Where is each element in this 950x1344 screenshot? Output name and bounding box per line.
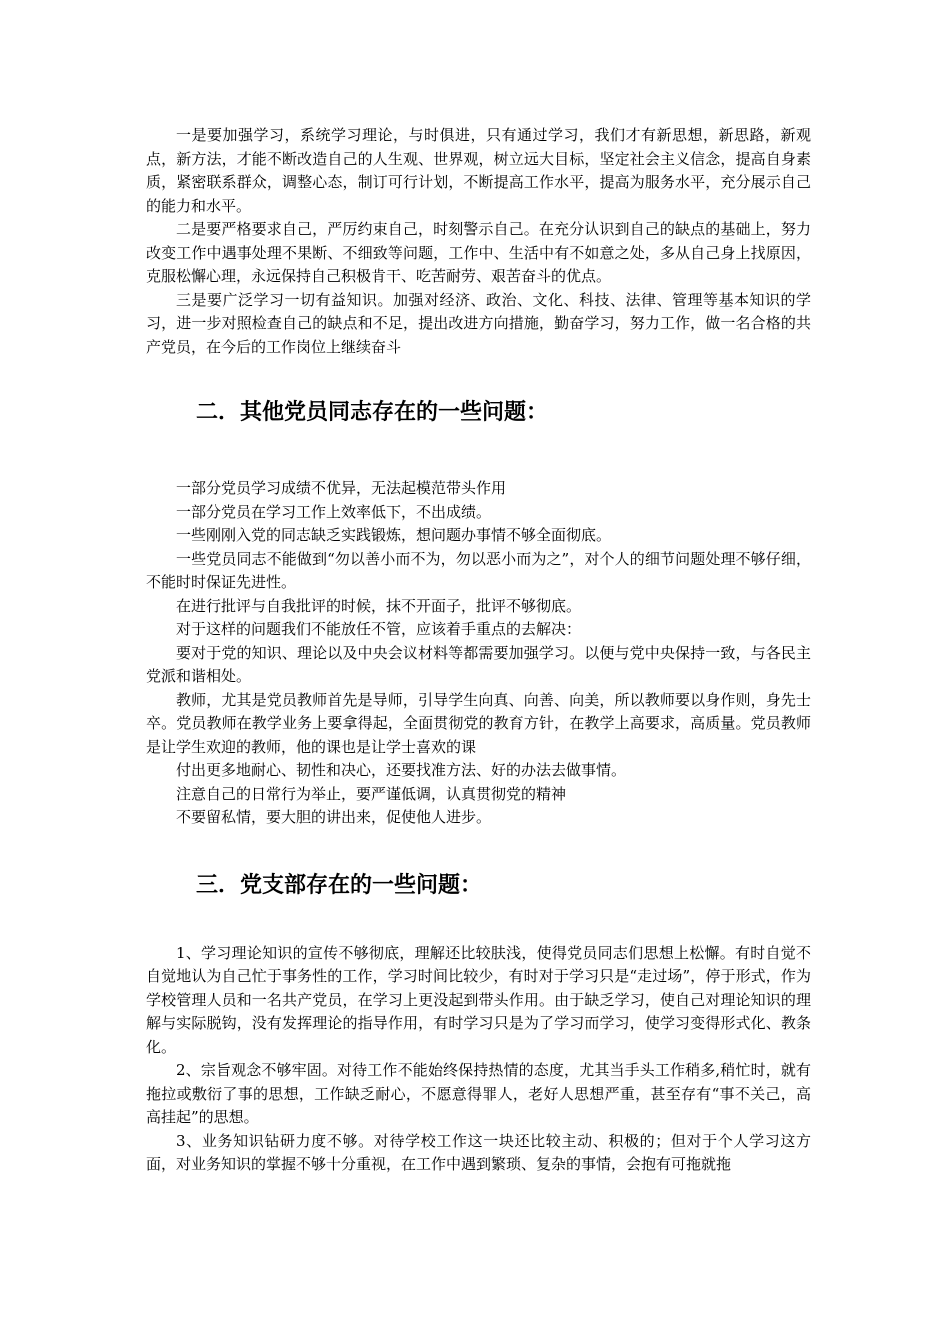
paragraph: 2、宗旨观念不够牢固。对待工作不能始终保持热情的态度，尤其当手头工作稍多,稍忙时，就有拖拉或敷衍了事的思想，工作缺乏耐心，不愿意得罪人，老好人思想严重，甚至存有“事不关己，高高挂起”的思想。 xyxy=(146,1061,811,1126)
paragraph: 一部分党员在学习工作上效率低下，不出成绩。 xyxy=(176,502,492,521)
paragraph: 一些刚刚入党的同志缺乏实践锻炼，想问题办事情不够全面彻底。 xyxy=(176,526,612,544)
section-3-heading-wrap xyxy=(146,870,811,900)
paragraph: 1、学习理论知识的宣传不够彻底，理解还比较肤浅，使得党员同志们思想上松懈。有时自觉不自觉地认为自己忙于事务性的工作，学习时间比较少，有时对于学习只是“走过场”，停于形式，作为学校管理人员和一名共产党员，在学习上更没起到带头作用。由于缺乏学习，使自己对理论知识的理解与实际脱钩，没有发挥理论的指导作用，有时学习只是为了学习而学习，使学习变得形式化、教条化。 xyxy=(146,943,811,1056)
document-page xyxy=(146,124,811,1177)
paragraph: 要对于党的知识、理论以及中央会议材料等都需要加强学习。以便与党中央保持一致，与各民主党派和谐相处。 xyxy=(146,643,811,685)
section-3-body xyxy=(146,942,811,1177)
section-1-body xyxy=(146,124,811,359)
paragraph: 二是要严格要求自己，严厉约束自己，时刻警示自己。在充分认识到自己的缺点的基础上，努力改变工作中遇事处理不果断、不细致等问题，工作中、生活中有不如意之处，多从自己身上找原因，克服松懈心理，永远保持自己积极肯干、吃苦耐劳、艰苦奋斗的优点。 xyxy=(146,220,811,285)
section-2-heading: 二．其他党员同志存在的一些问题： xyxy=(196,399,549,425)
paragraph: 付出更多地耐心、韧性和决心，还要找准方法、好的办法去做事情。 xyxy=(176,761,627,779)
paragraph: 3、业务知识钻研力度不够。对待学校工作这一块还比较主动、积极的；但对于个人学习这方面，对业务知识的掌握不够十分重视，在工作中遇到繁琐、复杂的事情，会抱有可拖就拖 xyxy=(146,1131,811,1173)
paragraph: 教师，尤其是党员教师首先是导师，引导学生向真、向善、向美，所以教师要以身作则，身先士卒。党员教师在教学业务上要拿得起，全面贯彻党的教育方针，在教学上高要求，高质量。党员教师是让学生欢迎的教师，他的课也是让学士喜欢的课 xyxy=(146,690,811,756)
section-3-heading: 三．党支部存在的一些问题： xyxy=(196,871,483,898)
paragraph: 在进行批评与自我批评的时候，抹不开面子，批评不够彻底。 xyxy=(176,596,582,615)
paragraph: 注意自己的日常行为举止，要严谨低调，认真贯彻党的精神 xyxy=(176,784,567,803)
paragraph: 不要留私情，要大胆的讲出来，促使他人进步。 xyxy=(176,808,492,826)
paragraph: 一些党员同志不能做到“勿以善小而不为，勿以恶小而为之”，对个人的细节问题处理不够仔细，不能时时保证先进性。 xyxy=(146,549,811,591)
paragraph: 一是要加强学习，系统学习理论，与时俱进，只有通过学习，我们才有新思想，新思路，新观点，新方法，才能不断改造自己的人生观、世界观，树立远大目标，坚定社会主义信念，提高自身素质，紧密联系群众，调整心态，制订可行计划，不断提高工作水平，提高为服务水平，充分展示自己的能力和水平。 xyxy=(146,126,811,215)
paragraph: 一部分党员学习成绩不优异，无法起模范带头作用 xyxy=(176,479,507,497)
paragraph: 三是要广泛学习一切有益知识。加强对经济、政治、文化、科技、法律、管理等基本知识的学习，进一步对照检查自己的缺点和不足，提出改进方向措施，勤奋学习，努力工作，做一名合格的共产党员，在今后的工作岗位上继续奋斗 xyxy=(146,290,811,356)
section-2-body xyxy=(146,477,811,830)
paragraph: 对于这样的问题我们不能放任不管，应该着手重点的去解决： xyxy=(176,620,582,638)
section-2-heading-wrap xyxy=(146,397,811,427)
